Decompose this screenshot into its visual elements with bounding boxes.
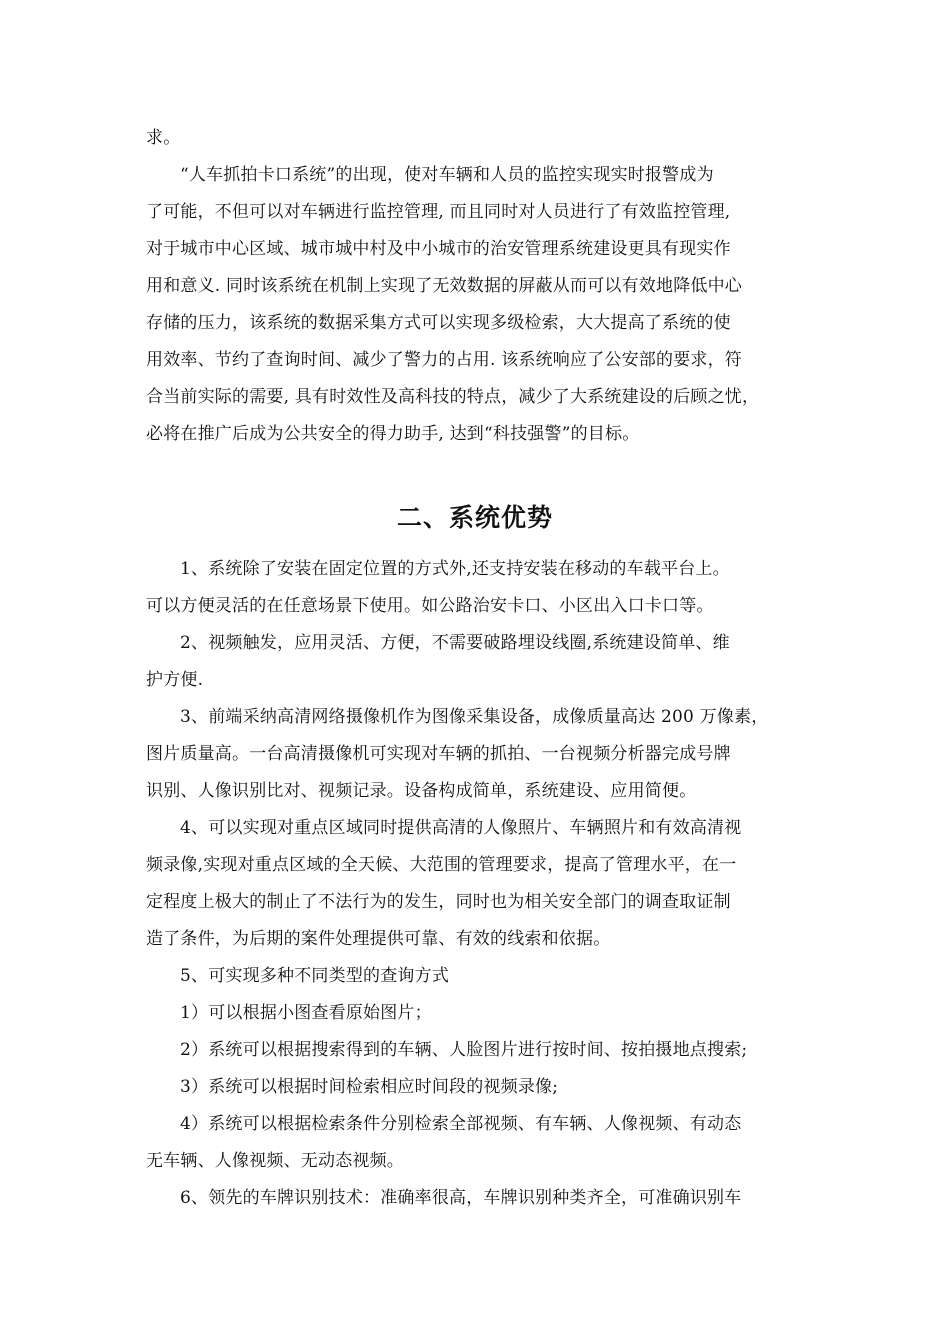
list-item-line: 1）可以根据小图查看原始图片； — [180, 1003, 432, 1023]
paragraph-line: 对于城市中心区域、城市城中村及中小城市的治安管理系统建设更具有现实作 — [146, 239, 731, 259]
list-item-line: 2、视频触发，应用灵活、方便，不需要破路埋设线圈,系统建设简单、维 — [180, 633, 730, 653]
list-item-line: 5、可实现多种不同类型的查询方式 — [180, 966, 450, 986]
list-item-line: 频录像,实现对重点区域的全天候、大范围的管理要求，提高了管理水平，在一 — [146, 855, 737, 875]
list-item-line: 6、领先的车牌识别技术：准确率很高，车牌识别种类齐全，可准确识别车 — [180, 1188, 742, 1208]
paragraph-line: 必将在推广后成为公共安全的得力助手, 达到“科技强警”的目标。 — [146, 424, 640, 444]
paragraph-line: 存储的压力，该系统的数据采集方式可以实现多级检索，大大提高了系统的使 — [146, 313, 731, 333]
list-item-line: 造了条件，为后期的案件处理提供可靠、有效的线索和依据。 — [146, 929, 611, 949]
list-item-line: 4、可以实现对重点区域同时提供高清的人像照片、车辆照片和有效高清视 — [180, 818, 742, 838]
list-item-line: 定程度上极大的制止了不法行为的发生，同时也为相关安全部门的调查取证制 — [146, 892, 731, 912]
paragraph-line: 合当前实际的需要, 具有时效性及高科技的特点，减少了大系统建设的后顾之忧， — [146, 387, 760, 407]
intro-paragraph — [146, 120, 820, 453]
section-heading: 二、系统优势 — [396, 503, 553, 532]
list-item-line: 识别、人像识别比对、视频记录。设备构成简单，系统建设、应用简便。 — [146, 781, 697, 801]
paragraph-line: 用效率、节约了查询时间、减少了警力的占用. 该系统响应了公安部的要求，符 — [146, 350, 743, 370]
list-item-line: 3、前端采纳高清网络摄像机作为图像采集设备，成像质量高达 200 万像素， — [180, 707, 769, 727]
list-item-line: 2）系统可以根据搜索得到的车辆、人脸图片进行按时间、按拍摄地点搜索; — [180, 1040, 748, 1060]
list-item-line: 4）系统可以根据检索条件分别检索全部视频、有车辆、人像视频、有动态 — [180, 1114, 742, 1134]
list-item-line: 护方便. — [146, 670, 204, 690]
list-item-line: 无车辆、人像视频、无动态视频。 — [146, 1151, 404, 1171]
paragraph-line: 用和意义. 同时该系统在机制上实现了无效数据的屏蔽从而可以有效地降低中心 — [146, 276, 743, 296]
paragraph-line: 求。 — [146, 128, 181, 148]
paragraph-line: “人车抓拍卡口系统”的出现，使对车辆和人员的监控实现实时报警成为 — [180, 165, 714, 185]
advantages-list — [146, 551, 820, 1217]
list-item-line: 可以方便灵活的在任意场景下使用。如公路治安卡口、小区出入口卡口等。 — [146, 596, 714, 616]
list-item-line: 3）系统可以根据时间检索相应时间段的视频录像; — [180, 1077, 559, 1097]
paragraph-line: 了可能，不但可以对车辆进行监控管理, 而且同时对人员进行了有效监控管理, — [146, 202, 731, 222]
list-item-line: 1、系统除了安装在固定位置的方式外,还支持安装在移动的车载平台上。 — [180, 559, 730, 579]
list-item-line: 图片质量高。一台高清摄像机可实现对车辆的抓拍、一台视频分析器完成号牌 — [146, 744, 731, 764]
